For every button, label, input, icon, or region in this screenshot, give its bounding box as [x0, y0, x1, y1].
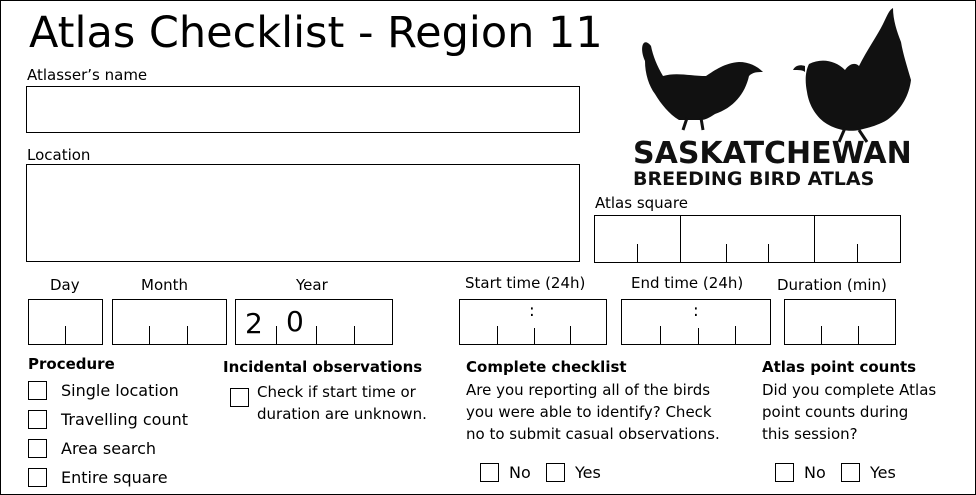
complete-yes-label: Yes	[575, 463, 601, 482]
month-field[interactable]	[112, 299, 227, 345]
entire-square-checkbox[interactable]	[28, 468, 47, 487]
complete-no-label: No	[509, 463, 531, 482]
travelling-count-checkbox[interactable]	[28, 410, 47, 429]
saskatchewan-atlas-logo	[631, 6, 931, 191]
end-time-label: End time (24h)	[631, 274, 744, 292]
point-counts-text	[762, 379, 962, 445]
point-counts-text-line: point counts during	[762, 403, 909, 421]
atlasser-name-label: Atlasser’s name	[27, 66, 148, 84]
point-counts-yes-checkbox[interactable]	[841, 463, 860, 482]
day-label: Day	[50, 276, 80, 294]
point-counts-text-line: Did you complete Atlas	[762, 381, 937, 399]
single-location-checkbox[interactable]	[28, 381, 47, 400]
atlasser-name-field[interactable]	[26, 86, 580, 133]
complete-checklist-heading: Complete checklist	[466, 358, 627, 376]
location-field[interactable]	[26, 164, 580, 262]
incidental-text-line: Check if start time or	[257, 383, 416, 401]
grouse-birds-icon	[631, 6, 931, 146]
logo-line2: BREEDING BIRD ATLAS	[633, 168, 875, 190]
incidental-heading: Incidental observations	[223, 358, 423, 376]
complete-text-line: Are you reporting all of the birds	[466, 381, 711, 399]
logo-line1: SASKATCHEWAN	[633, 136, 912, 171]
complete-text-line: no to submit casual observations.	[466, 425, 720, 443]
complete-checklist-text	[466, 379, 751, 445]
complete-no-checkbox[interactable]	[480, 463, 499, 482]
month-label: Month	[141, 276, 189, 294]
entire-square-label: Entire square	[61, 468, 168, 487]
travelling-count-label: Travelling count	[61, 410, 188, 429]
point-counts-heading: Atlas point counts	[762, 358, 917, 376]
atlas-square-label: Atlas square	[595, 194, 688, 212]
end-time-field[interactable]	[621, 299, 771, 345]
point-counts-no-checkbox[interactable]	[775, 463, 794, 482]
location-label: Location	[27, 146, 91, 164]
year-digit-1: 2	[245, 307, 263, 340]
start-time-field[interactable]	[459, 299, 607, 345]
day-field[interactable]	[28, 299, 103, 345]
complete-yes-checkbox[interactable]	[546, 463, 565, 482]
page-title: Atlas Checklist - Region 11	[29, 8, 603, 58]
duration-field[interactable]	[784, 299, 896, 345]
year-field[interactable]	[235, 299, 393, 345]
year-digit-2: 0	[286, 305, 304, 338]
area-search-checkbox[interactable]	[28, 439, 47, 458]
point-counts-yes-label: Yes	[870, 463, 896, 482]
year-label: Year	[296, 276, 328, 294]
end-time-colon: :	[693, 301, 699, 321]
complete-text-line: you were able to identify? Check	[466, 403, 712, 421]
point-counts-no-label: No	[804, 463, 826, 482]
procedure-heading: Procedure	[28, 355, 115, 373]
area-search-label: Area search	[61, 439, 157, 458]
atlas-square-field[interactable]	[594, 215, 901, 263]
single-location-label: Single location	[61, 381, 179, 400]
incidental-checkbox[interactable]	[230, 388, 249, 407]
incidental-text	[257, 381, 447, 425]
point-counts-text-line: this session?	[762, 425, 858, 443]
start-time-colon: :	[529, 301, 535, 321]
incidental-text-line: duration are unknown.	[257, 405, 427, 423]
duration-label: Duration (min)	[777, 276, 887, 294]
start-time-label: Start time (24h)	[465, 274, 586, 292]
